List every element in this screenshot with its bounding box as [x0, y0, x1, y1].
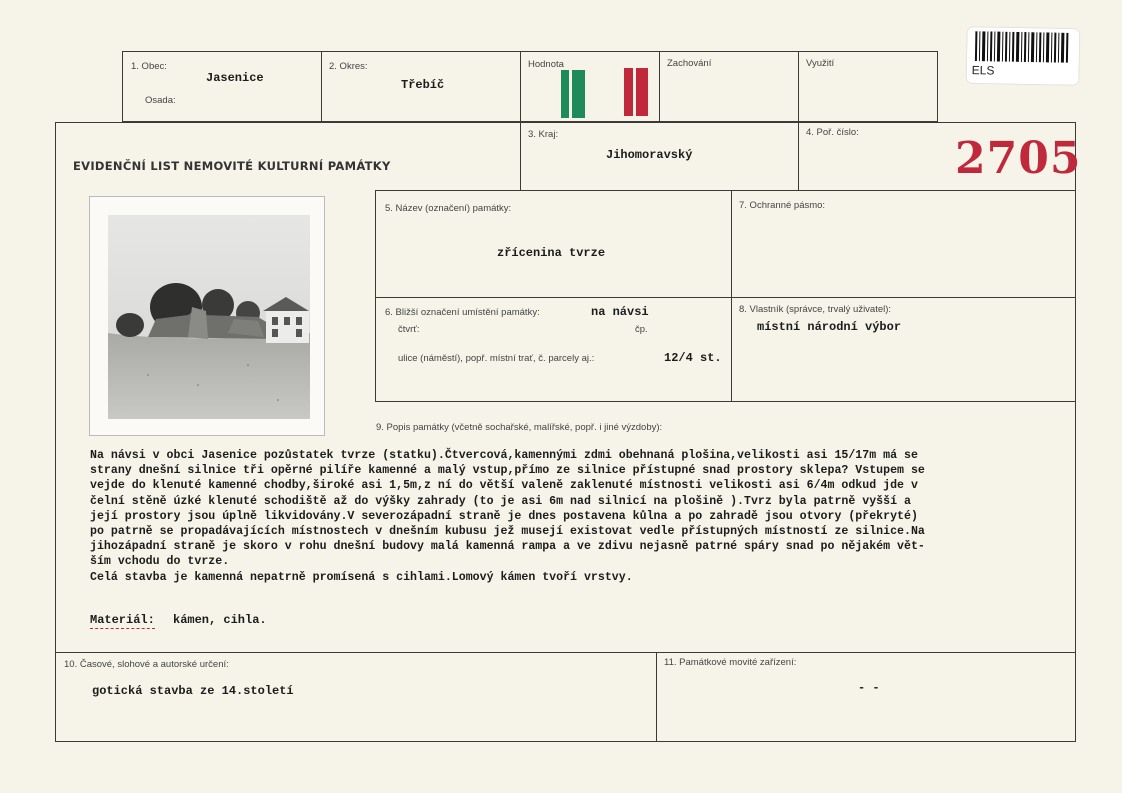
nazev-value: zřícenina tvrze	[497, 246, 606, 260]
popis-line: strany dnešní silnice tři opěrné pilíře kamenné a malý vstup,přímo ze silnice přístupné snad prostory sklepa? Vstupem se	[90, 464, 925, 478]
popis-line: jihozápadní straně je skoro v rohu dnešní budovy malá kamenná rampa a ve zdivu nejasně patrné spáry snad po nějakém vět-	[90, 540, 925, 554]
zachovani-label: Zachování	[667, 58, 712, 69]
form-title: EVIDENČNÍ LIST NEMOVITÉ KULTURNÍ PAMÁTKY	[73, 159, 391, 173]
popis-line: ším vchodu do tvrze.	[90, 555, 230, 569]
kraj-label: 3. Kraj:	[528, 129, 559, 140]
popis-line: Na návsi v obci Jasenice pozůstatek tvrze (statku).Čtvercová,kamennými zdmi obehnaná plošina,velikosti asi 15/17m má se	[90, 449, 918, 462]
barcode-code: ELS	[971, 63, 995, 78]
vyuziti-label: Využití	[806, 58, 835, 69]
popis-line: po patrně se propadávajících místnostech v dnešním kubusu jež musejí existovat vedle přístupných místností ze silnice.Na	[90, 525, 925, 539]
barcode-icon	[973, 31, 1074, 63]
popis-label: 9. Popis památky (včetně sochařské, malířské, popř. i jiné výzdoby):	[376, 422, 663, 433]
por-cislo-value: 2705	[955, 133, 1082, 184]
popis-line: Celá stavba je kamenná nepatrně promísená s cihlami.Lomový kámen tvoří vrstvy.	[90, 570, 633, 584]
material-label: Materiál:	[90, 613, 155, 627]
osada-label: Osada:	[145, 95, 176, 106]
movite-label: 11. Památkové movité zařízení:	[664, 657, 797, 668]
ochranne-pasmo-label: 7. Ochranné pásmo:	[739, 200, 826, 211]
kraj-value: Jihomoravský	[606, 148, 693, 162]
okres-value: Třebíč	[401, 78, 445, 92]
por-cislo-label: 4. Poř. číslo:	[806, 127, 859, 138]
hodnota-green-mark	[561, 70, 585, 118]
vlastnik-value: místní národní výbor	[757, 320, 902, 334]
popis-line: čelní stěně úzké klenuté schodiště až do výšky zahrady (to je asi 6m nad silnicí na plošině ).Tvrz byla patrně vyšší a	[90, 494, 911, 508]
umisteni-value: na návsi	[591, 305, 649, 319]
hodnota-red-mark	[624, 68, 648, 116]
hodnota-label: Hodnota	[528, 59, 564, 70]
cp-label: čp.	[635, 324, 648, 335]
umisteni-label: 6. Bližší označení umístění památky:	[385, 307, 540, 318]
okres-label: 2. Okres:	[329, 61, 368, 72]
parcela-value: 12/4 st.	[664, 351, 722, 365]
barcode-label	[967, 27, 1080, 85]
ruin-photo-image	[108, 215, 310, 419]
nazev-label: 5. Název (označení) památky:	[385, 203, 512, 214]
movite-value: - -	[858, 681, 880, 695]
ulice-label: ulice (náměstí), popř. místní trať, č. parcely aj.:	[398, 353, 595, 364]
material-value: kámen, cihla.	[173, 613, 267, 627]
casove-value: gotická stavba ze 14.století	[92, 684, 294, 698]
casove-label: 10. Časové, slohové a autorské určení:	[64, 659, 229, 670]
popis-text	[90, 448, 1050, 585]
obec-value: Jasenice	[206, 71, 264, 85]
popis-line: vejde do klenuté kamenné chodby,široké asi 1,5m,z ní do větší valeně zaklenuté místnosti velikosti asi 6/4m odkud jde v	[90, 479, 918, 493]
monument-photo	[89, 196, 325, 436]
popis-line: její prostory jsou úplně likvidovány.V severozápadní straně je dnes postavena kůlna a po zahradě jsou otvory (překryté)	[90, 509, 918, 523]
vlastnik-label: 8. Vlastník (správce, trvalý uživatel):	[739, 304, 892, 315]
obec-label: 1. Obec:	[131, 61, 167, 72]
ctvrt-label: čtvrť:	[398, 324, 420, 335]
